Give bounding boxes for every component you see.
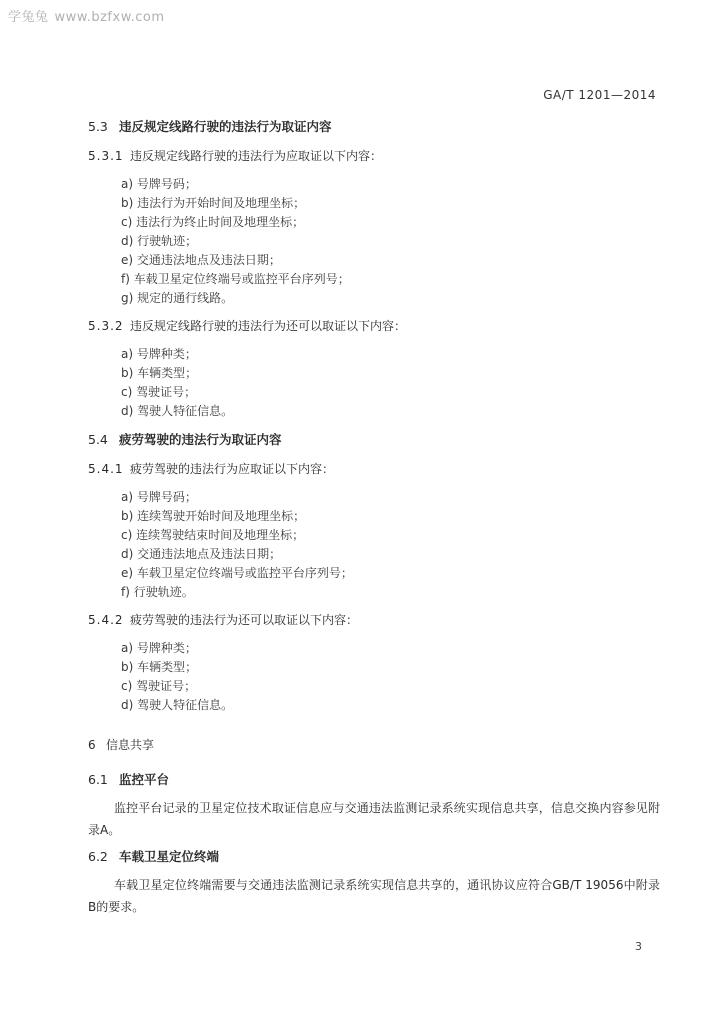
clause-text: 疲劳驾驶的违法行为应取证以下内容： — [130, 462, 335, 476]
list-item: d) 驾驶人特征信息。 — [121, 404, 234, 418]
list-item: b) 违法行为开始时间及地理坐标； — [121, 196, 306, 210]
list-item: a) 号牌种类； — [121, 641, 197, 655]
list-item: b) 连续驾驶开始时间及地理坐标； — [121, 509, 306, 523]
list-item: b) 车辆类型； — [121, 660, 198, 674]
list-item: d) 交通违法地点及违法日期； — [121, 547, 282, 561]
clause-number: 5.4.1 — [88, 462, 124, 476]
list-item: f) 车载卫星定位终端号或监控平台序列号； — [121, 272, 350, 286]
clause-5-4-2 — [88, 612, 358, 628]
section-number: 5.3 — [88, 119, 108, 134]
list-item: d) 驾驶人特征信息。 — [121, 698, 234, 712]
list-item: e) 交通违法地点及违法日期； — [121, 253, 281, 267]
clause-5-3-1 — [88, 148, 382, 164]
chapter-6-heading — [88, 737, 154, 753]
section-title: 监控平台 — [119, 772, 170, 787]
standard-code: GA/T 1201—2014 — [543, 88, 656, 102]
section-number: 6.1 — [88, 772, 108, 787]
section-title: 违反规定线路行驶的违法行为取证内容 — [119, 119, 332, 134]
clause-text: 违反规定线路行驶的违法行为应取证以下内容： — [130, 149, 383, 163]
list-item: c) 违法行为终止时间及地理坐标； — [121, 215, 305, 229]
section-6-2-paragraph: 车载卫星定位终端需要与交通违法监测记录系统实现信息共享的，通讯协议应符合GB/T 19056中附录B的要求。 — [88, 878, 660, 914]
page-number: 3 — [635, 940, 642, 953]
section-6-1-heading — [88, 772, 169, 788]
section-5-3-heading — [88, 119, 332, 135]
clause-5-4-1 — [88, 461, 334, 477]
list-item: b) 车辆类型； — [121, 366, 198, 380]
watermark-brand: 学兔兔 — [8, 10, 49, 25]
section-6-2-heading — [88, 849, 219, 865]
chapter-number: 6 — [88, 738, 96, 752]
clause-number: 5.4.2 — [88, 613, 124, 627]
clause-text: 疲劳驾驶的违法行为还可以取证以下内容： — [130, 613, 359, 627]
section-title: 车载卫星定位终端 — [119, 849, 220, 864]
list-item: a) 号牌号码； — [121, 177, 197, 191]
list-item: a) 号牌种类； — [121, 347, 197, 361]
watermark — [8, 6, 165, 25]
list-item: a) 号牌号码； — [121, 490, 197, 504]
section-6-1-paragraph: 监控平台记录的卫星定位技术取证信息应与交通违法监测记录系统实现信息共享，信息交换内容参见附录A。 — [88, 801, 660, 837]
chapter-title: 信息共享 — [106, 738, 155, 752]
list-item: g) 规定的通行线路。 — [121, 291, 234, 305]
list-item: c) 驾驶证号； — [121, 679, 197, 693]
clause-5-3-2 — [88, 318, 406, 334]
list-item: c) 驾驶证号； — [121, 385, 197, 399]
section-number: 5.4 — [88, 432, 108, 447]
section-number: 6.2 — [88, 849, 108, 864]
list-item: d) 行驶轨迹； — [121, 234, 198, 248]
section-title: 疲劳驾驶的违法行为取证内容 — [119, 432, 282, 447]
section-5-4-heading — [88, 432, 282, 448]
list-item: c) 连续驾驶结束时间及地理坐标； — [121, 528, 305, 542]
clause-number: 5.3.1 — [88, 149, 124, 163]
list-item: e) 车载卫星定位终端号或监控平台序列号； — [121, 566, 353, 580]
list-item: f) 行驶轨迹。 — [121, 585, 194, 599]
watermark-url: www.bzfxw.com — [54, 10, 165, 25]
clause-text: 违反规定线路行驶的违法行为还可以取证以下内容： — [130, 319, 407, 333]
clause-number: 5.3.2 — [88, 319, 124, 333]
